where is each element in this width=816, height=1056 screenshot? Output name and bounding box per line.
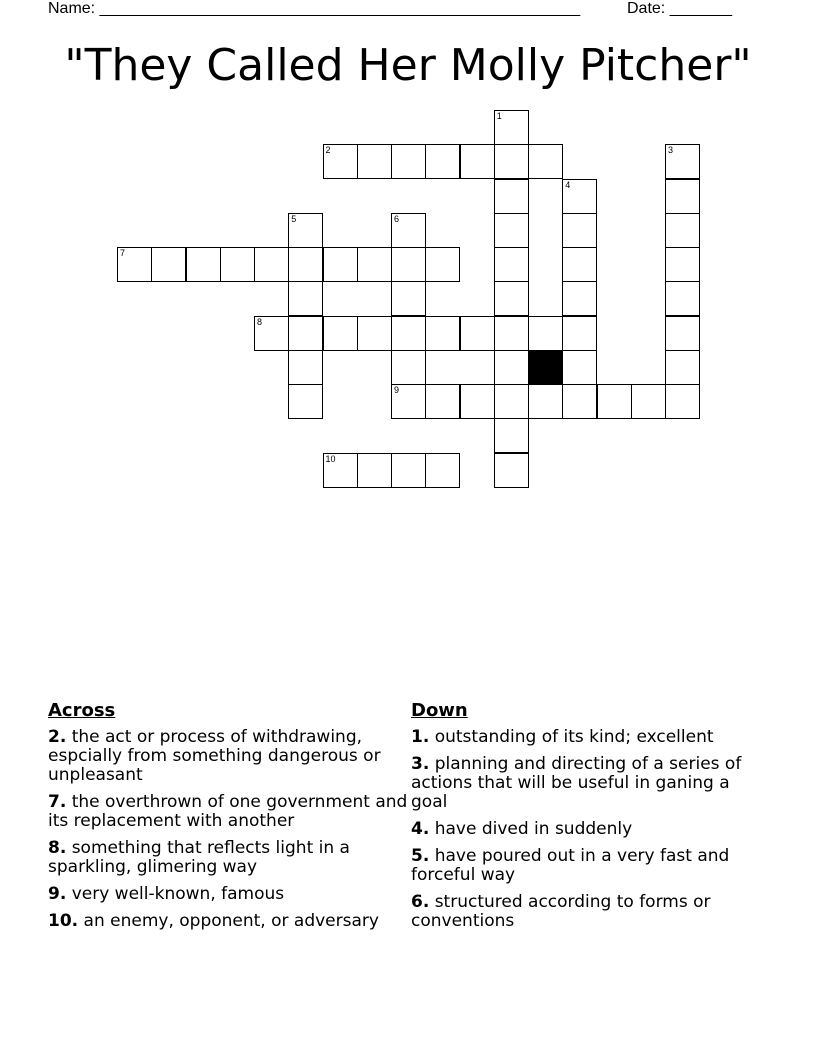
grid-cell[interactable] [288, 247, 323, 282]
clue-across-7 [48, 793, 408, 831]
grid-cell[interactable] [323, 453, 358, 488]
across-heading: Across [48, 700, 116, 721]
grid-cell[interactable] [357, 453, 392, 488]
grid-cell[interactable] [425, 453, 460, 488]
grid-cell[interactable] [117, 247, 152, 282]
cell-number: 8 [257, 316, 263, 327]
cell-number: 5 [291, 213, 297, 224]
grid-cell[interactable] [391, 213, 426, 248]
grid-cell[interactable] [425, 144, 460, 179]
clue-text: something that reflects light in a sparkling, glimering way [48, 838, 350, 877]
clue-down-1 [411, 728, 771, 747]
grid-cell[interactable] [665, 144, 700, 179]
grid-cell[interactable] [494, 144, 529, 179]
grid-cell[interactable] [665, 213, 700, 248]
cell-number: 2 [325, 145, 331, 156]
name-field[interactable]: Name: ______________________________________________________ [48, 0, 581, 17]
grid-cell[interactable] [391, 316, 426, 351]
grid-cell[interactable] [665, 384, 700, 419]
clue-text: very well-known, famous [71, 884, 285, 904]
grid-cell[interactable] [425, 247, 460, 282]
grid-cell[interactable] [494, 247, 529, 282]
clue-down-5 [411, 847, 771, 885]
grid-cell[interactable] [494, 281, 529, 316]
clue-text: structured according to forms or conventions [411, 892, 711, 931]
across-clues [48, 700, 408, 939]
grid-cell[interactable] [357, 247, 392, 282]
clue-number: 1. [411, 727, 430, 747]
clue-number: 2. [48, 727, 67, 747]
clue-across-8 [48, 839, 408, 877]
grid-cell[interactable] [254, 316, 289, 351]
down-heading: Down [411, 700, 468, 721]
clue-number: 10. [48, 911, 79, 931]
grid-cell[interactable] [562, 247, 597, 282]
clue-down-4 [411, 820, 771, 839]
cell-number: 3 [668, 145, 674, 156]
clue-across-10 [48, 912, 408, 931]
clue-number: 6. [411, 892, 430, 912]
clue-text: planning and directing of a series of actions that will be useful in ganing a goal [411, 754, 742, 812]
grid-cell[interactable] [220, 247, 255, 282]
grid-cell[interactable] [528, 384, 563, 419]
cell-number: 6 [394, 213, 400, 224]
grid-cell[interactable] [391, 247, 426, 282]
clue-down-3 [411, 755, 771, 812]
grid-cell[interactable] [528, 316, 563, 351]
grid-cell[interactable] [357, 144, 392, 179]
grid-cell[interactable] [391, 453, 426, 488]
grid-cell[interactable] [665, 247, 700, 282]
cell-number: 4 [565, 179, 571, 190]
crossword-grid [0, 0, 816, 520]
grid-cell[interactable] [323, 144, 358, 179]
grid-cell[interactable] [665, 350, 700, 385]
grid-cell[interactable] [288, 281, 323, 316]
clue-number: 8. [48, 838, 67, 858]
grid-cell[interactable] [494, 350, 529, 385]
clue-text: outstanding of its kind; excellent [434, 727, 714, 747]
grid-cell[interactable] [562, 316, 597, 351]
grid-cell[interactable] [288, 384, 323, 419]
grid-cell[interactable] [357, 316, 392, 351]
grid-cell[interactable] [562, 350, 597, 385]
grid-cell[interactable] [528, 144, 563, 179]
black-cell [528, 350, 563, 385]
grid-cell[interactable] [494, 110, 529, 145]
clue-number: 5. [411, 846, 430, 866]
grid-cell[interactable] [391, 144, 426, 179]
grid-cell[interactable] [288, 350, 323, 385]
clue-text: the overthrown of one government and its replacement with another [48, 792, 408, 831]
cell-number: 1 [496, 111, 502, 121]
cell-number: 10 [325, 453, 336, 464]
grid-cell[interactable] [562, 281, 597, 316]
page-title: "They Called Her Molly Pitcher" [64, 40, 752, 91]
clue-text: an enemy, opponent, or adversary [83, 911, 379, 931]
date-field[interactable]: Date: _______ [627, 0, 732, 17]
grid-cell[interactable] [186, 247, 221, 282]
grid-cell[interactable] [323, 316, 358, 351]
grid-cell[interactable] [562, 179, 597, 214]
grid-cell[interactable] [254, 247, 289, 282]
cell-number: 7 [120, 248, 126, 258]
clue-number: 3. [411, 754, 430, 774]
grid-cell[interactable] [425, 316, 460, 351]
grid-cell[interactable] [494, 179, 529, 214]
grid-cell[interactable] [665, 316, 700, 351]
grid-cell[interactable] [494, 384, 529, 419]
grid-cell[interactable] [597, 384, 632, 419]
down-clues [411, 700, 771, 939]
grid-cell[interactable] [288, 316, 323, 351]
grid-cell[interactable] [665, 281, 700, 316]
grid-cell[interactable] [494, 418, 529, 453]
grid-cell[interactable] [391, 350, 426, 385]
grid-cell[interactable] [665, 179, 700, 214]
clue-number: 4. [411, 819, 430, 839]
grid-cell[interactable] [460, 316, 495, 351]
grid-cell[interactable] [494, 453, 529, 488]
grid-cell[interactable] [460, 384, 495, 419]
grid-cell[interactable] [425, 384, 460, 419]
cell-number: 9 [394, 385, 400, 395]
grid-cell[interactable] [562, 384, 597, 419]
grid-cell[interactable] [288, 213, 323, 248]
clue-across-2 [48, 728, 408, 785]
clue-text: have poured out in a very fast and forceful way [411, 846, 730, 885]
clue-down-6 [411, 893, 771, 931]
grid-cell[interactable] [494, 213, 529, 248]
grid-cell[interactable] [494, 316, 529, 351]
grid-cell[interactable] [323, 247, 358, 282]
clue-number: 7. [48, 792, 67, 812]
grid-cell[interactable] [631, 384, 666, 419]
grid-cell[interactable] [562, 213, 597, 248]
grid-cell[interactable] [391, 281, 426, 316]
grid-cell[interactable] [391, 384, 426, 419]
clue-text: the act or process of withdrawing, espcially from something dangerous or unpleasant [48, 727, 381, 785]
clue-across-9 [48, 885, 408, 904]
grid-cell[interactable] [460, 144, 495, 179]
grid-cell[interactable] [151, 247, 186, 282]
clue-number: 9. [48, 884, 67, 904]
clue-text: have dived in suddenly [434, 819, 633, 839]
